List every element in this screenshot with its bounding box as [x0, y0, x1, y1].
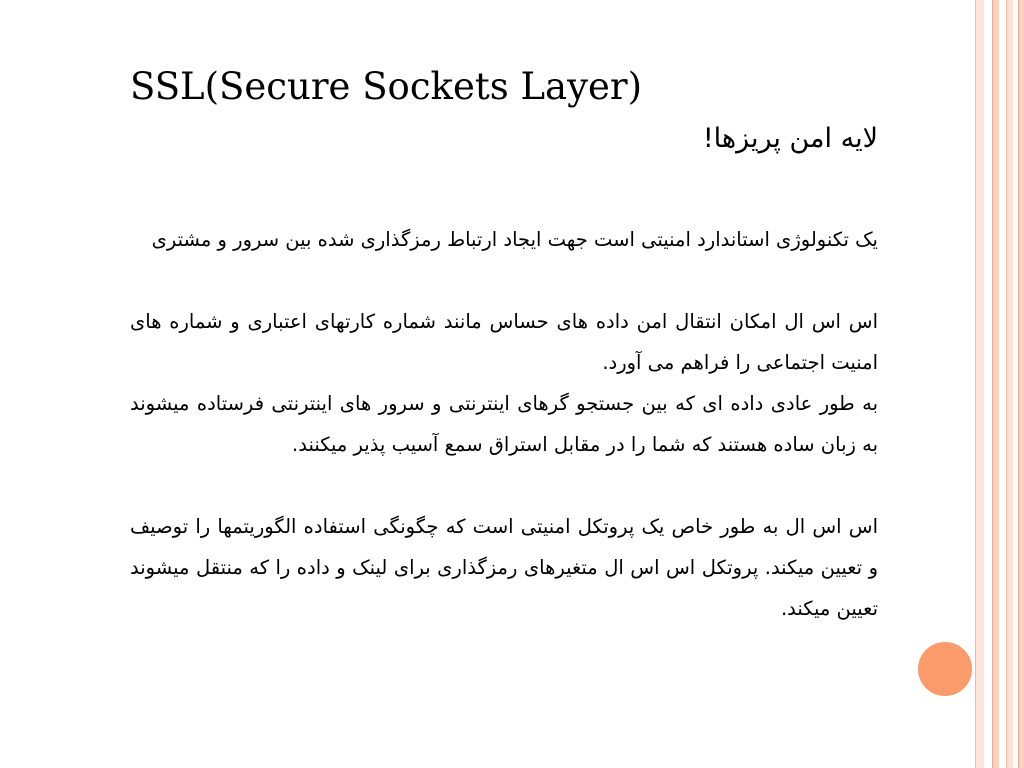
- border-stripe: [992, 0, 999, 768]
- border-stripe: [1018, 0, 1024, 768]
- slide-body: [130, 219, 878, 759]
- accent-dot: [915, 639, 975, 699]
- border-stripe: [1006, 0, 1013, 768]
- body-paragraph-1: یک تکنولوژی استاندارد امنیتی است جهت ایجاد ارتباط رمزگذاری شده بین سرور و مشتری: [151, 228, 878, 251]
- slide-subtitle: لایه امن پریزها!: [702, 123, 878, 154]
- body-paragraph-3: به طور عادی داده ای که بین جستجو گرهای اینترنتی و سرور های اینترنتی فرستاده میشوند به زبان ساده هستند که شما را در مقابل استراق سمع آسیب پذیر میکنند.: [130, 392, 878, 456]
- slide-title: SSL(Secure Sockets Layer): [130, 65, 643, 108]
- body-paragraph-4: اس اس ال به طور خاص یک پروتکل امنیتی است که چگونگی استفاده الگوریتمها را توصیف و تعیین میکند. پروتکل اس اس ال متغیرهای رمزگذاری برای لینک و داده را که منتقل میشوند تعیین میکند.: [130, 515, 878, 620]
- body-paragraph-2: اس اس ال امکان انتقال امن داده های حساس مانند شماره کارتهای اعتباری و شماره های امنیت اجتماعی را فراهم می آورد.: [130, 310, 878, 374]
- border-stripe: [975, 0, 984, 768]
